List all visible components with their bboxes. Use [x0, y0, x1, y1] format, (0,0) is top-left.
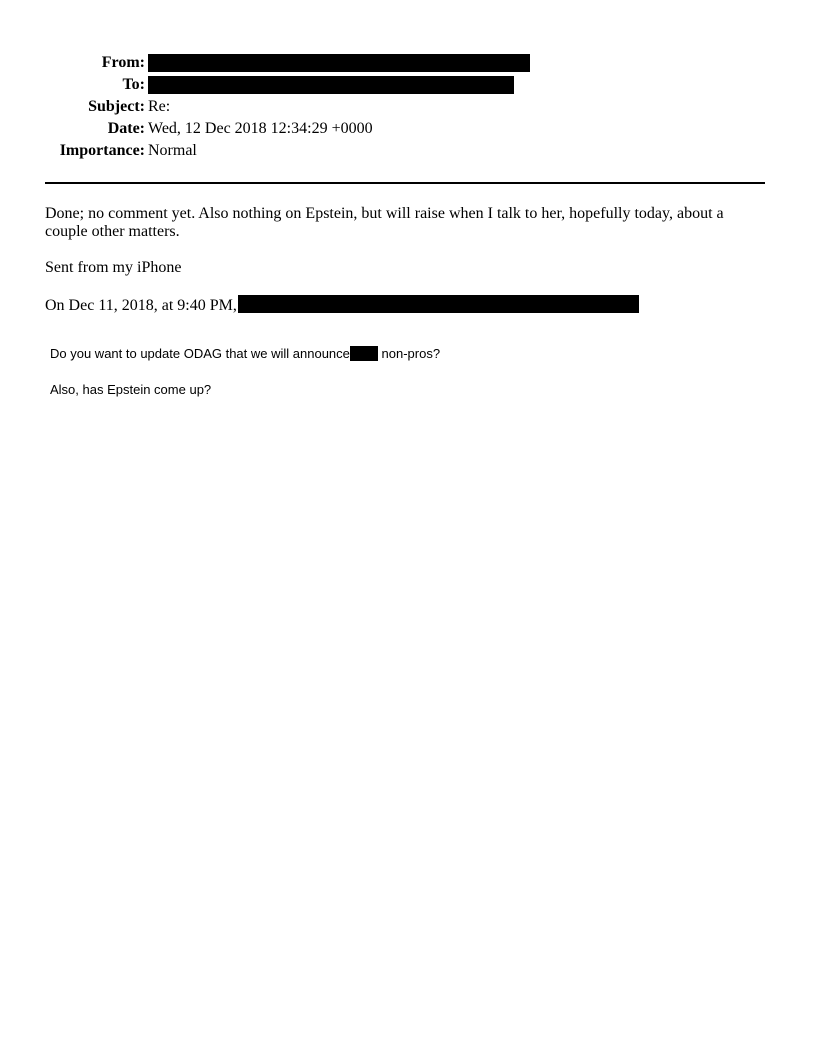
to-row: [45, 74, 530, 96]
date-label: Date:: [107, 120, 145, 137]
message-paragraph: Done; no comment yet. Also nothing on Epstein, but will raise when I talk to her, hopefully today, about a couple other matters.: [45, 205, 724, 240]
importance-value: Normal: [148, 142, 197, 159]
from-redaction: [148, 54, 530, 72]
quoted-line-1: [50, 346, 750, 362]
importance-row: [45, 140, 530, 162]
subject-row: [45, 96, 530, 118]
quote-intro: [45, 295, 745, 315]
header-divider: [45, 182, 765, 184]
subject-value: Re:: [148, 98, 171, 115]
quoted-line-2: Also, has Epstein come up?: [50, 382, 212, 397]
sender-redaction: [238, 295, 639, 313]
email-header: [45, 52, 530, 162]
subject-label: Subject:: [88, 98, 145, 115]
signature-line: Sent from my iPhone: [45, 259, 182, 276]
quoted-line-1-end: non-pros?: [377, 346, 441, 361]
importance-label: Importance:: [59, 142, 145, 159]
quoted-line-1-start: Do you want to update ODAG that we will announce: [50, 346, 350, 361]
date-row: [45, 118, 530, 140]
from-row: [45, 52, 530, 74]
to-label: To:: [122, 76, 145, 93]
from-label: From:: [101, 54, 145, 71]
date-value: Wed, 12 Dec 2018 12:34:29 +0000: [148, 120, 373, 137]
inline-redaction: [350, 346, 378, 361]
quote-intro-text: On Dec 11, 2018, at 9:40 PM,: [45, 297, 237, 314]
to-redaction: [148, 76, 514, 94]
